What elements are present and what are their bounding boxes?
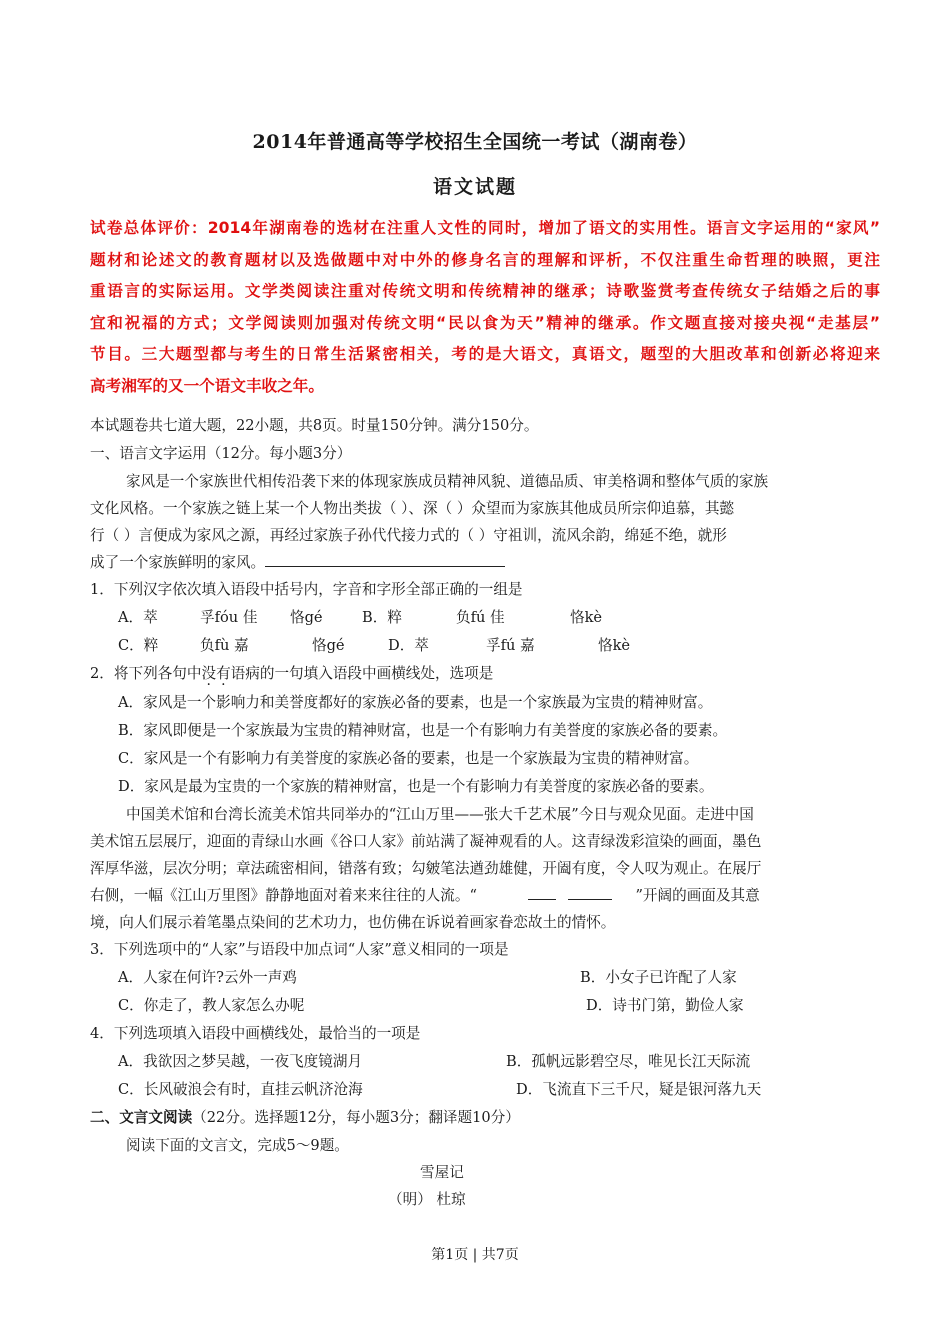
option-d: D．诗书门第，勤俭人家 — [586, 997, 744, 1014]
passage-line: 浑厚华滋，层次分明；章法疏密相间，错落有致；勾皴笔法遒劲雄健，开阖有度，令人叹为观止。在展厅 — [90, 860, 762, 877]
question-2-stem — [90, 662, 493, 683]
exam-subtitle: 语文试题 — [432, 176, 517, 198]
review-line: 重语言的实际运用。文学类阅读注重对传统文明和传统精神的继承；诗歌鉴赏考查传统女子结婚之后的事 — [90, 282, 880, 300]
passage-line: 行（ ）言便成为家风之源，再经过家族子孙代代接力式的（ ）守祖训，流风余韵，绵延不绝，就形 — [90, 527, 727, 544]
section-heading: 一、语言文字运用（12分。每小题3分） — [90, 445, 352, 462]
question-1-stem: 1．下列汉字依次填入语段中括号内，字音和字形全部正确的一组是 — [90, 581, 523, 598]
review-line: 题材和论述文的教育题材以及选做题中对中外的修身名言的理解和评析，不仅注重生命哲理的映照，更注 — [90, 250, 880, 269]
passage-line: 中国美术馆和台湾长流美术馆共同举办的“江山万里——张大千艺术展”今日与观众见面。走进中国 — [126, 806, 754, 823]
question-text: 2．将下列各句中 — [90, 665, 202, 682]
exam-title: 2014年普通高等学校招生全国统一考试（湖南卷） — [252, 131, 698, 153]
question-4-stem: 4．下列选项填入语段中画横线处，最恰当的一项是 — [90, 1025, 421, 1042]
option-d-detail: 恪kè — [598, 637, 631, 654]
article-title: 雪屋记 — [420, 1164, 464, 1181]
article-author: （明） 杜琼 — [388, 1191, 466, 1208]
review-line: 试卷总体评价：2014年湖南卷的选材在注重人文性的同时，增加了语文的实用性。语言文字运用的“家风” — [90, 219, 880, 237]
passage-line: 家风是一个家族世代相传沿袭下来的体现家族成员精神风貌、道德品质、审美格调和整体气质的家族 — [126, 473, 769, 490]
answer-blank — [265, 552, 505, 567]
option-c-detail: 恪gé — [312, 637, 345, 654]
option-b-detail: 恪kè — [570, 609, 603, 626]
option-b: B．孤帆远影碧空尽，唯见长江天际流 — [506, 1053, 751, 1070]
answer-blank — [568, 885, 612, 900]
option-a-detail: 恪gé — [290, 609, 323, 626]
section-heading-title: 二、文言文阅读 — [90, 1109, 193, 1126]
option-c-detail: 负fù 嘉 — [200, 637, 249, 654]
review-line: 高考湘军的又一个语文丰收之年。 — [90, 376, 324, 395]
emphasis-char: 有 — [216, 665, 231, 682]
option-a: A．家风是一个影响力和美誉度都好的家族必备的要素，也是一个家族最为宝贵的精神财富。 — [118, 694, 713, 711]
option-a: A．我欲因之梦吴越，一夜飞度镜湖月 — [118, 1053, 363, 1070]
option-d-detail: 孚fú 嘉 — [486, 637, 535, 654]
review-line: 宜和祝福的方式；文学阅读则加强对传统文明“民以食为天”精神的继承。作文题直接对接央视“走基层” — [90, 313, 880, 332]
option-c: C．长风破浪会有时，直挂云帆济沧海 — [118, 1081, 363, 1098]
passage-line: 美术馆五层展厅，迎面的青绿山水画《谷口人家》前站满了凝神观看的人。这青绿泼彩渲染的画面，墨色 — [90, 833, 762, 850]
option-b: B．家风即便是一个家族最为宝贵的精神财富，也是一个有影响力有美誉度的家族必备的要素。 — [118, 722, 728, 739]
passage-text: 成了一个家族鲜明的家风。 — [90, 554, 266, 571]
option-b-detail: 负fú 佳 — [456, 609, 505, 626]
option-a: A．人家在何许?云外一声鸡 — [118, 969, 297, 986]
option-c: C．你走了，教人家怎么办呢 — [118, 997, 305, 1014]
answer-blank — [528, 885, 556, 900]
exam-intro: 本试题卷共七道大题，22小题，共8页。时量150分钟。满分150分。 — [90, 417, 539, 434]
option-a-detail: 孚fóu 佳 — [200, 609, 258, 626]
passage-line — [90, 551, 505, 572]
passage-text: ”开阔的画面及其意 — [635, 887, 760, 904]
question-3-stem: 3．下列选项中的“人家”与语段中加点词“人家”意义相同的一项是 — [90, 941, 509, 958]
option-c: C．家风是一个有影响力有美誉度的家族必备的要素，也是一个家族最为宝贵的精神财富。 — [118, 750, 699, 767]
page-footer: 第1页 | 共7页 — [431, 1247, 519, 1263]
option-d: D．家风是最为宝贵的一个家族的精神财富，也是一个有影响力有美誉度的家族必备的要素。 — [118, 778, 714, 795]
passage-text: 右侧，一幅《江山万里图》静静地面对着来来往往的人流。“ — [90, 887, 477, 904]
passage-line — [90, 884, 760, 905]
section-heading — [90, 1106, 520, 1127]
passage-line: 文化风格。一个家族之链上某一个人物出类拔（ ）、深（ ）众望而为家族其他成员所宗仰追慕，其懿 — [90, 500, 735, 517]
option-a: A．萃 — [118, 609, 158, 626]
option-b: B．小女子已许配了人家 — [580, 969, 737, 986]
passage-line: 境，向人们展示着笔墨点染间的艺术功力，也仿佛在诉说着画家眷恋故土的情怀。 — [90, 914, 616, 931]
option-b: B．粹 — [362, 609, 402, 626]
option-d: D．飞流直下三千尺，疑是银河落九天 — [516, 1081, 762, 1098]
review-line: 节目。三大题型都与考生的日常生活紧密相关，考的是大语文，真语文，题型的大胆改革和创新必将迎来 — [90, 345, 880, 363]
emphasis-char: 没 — [201, 665, 217, 682]
option-d: D．萃 — [388, 637, 429, 654]
review-commentary — [90, 213, 880, 402]
section-heading-note: （22分。选择题12分，每小题3分；翻译题10分） — [192, 1109, 520, 1126]
reading-instruction: 阅读下面的文言文，完成5～9题。 — [126, 1137, 349, 1154]
question-text: 语病的一句填入语段中画横线处，选项是 — [230, 665, 494, 682]
option-c: C．粹 — [118, 637, 159, 654]
